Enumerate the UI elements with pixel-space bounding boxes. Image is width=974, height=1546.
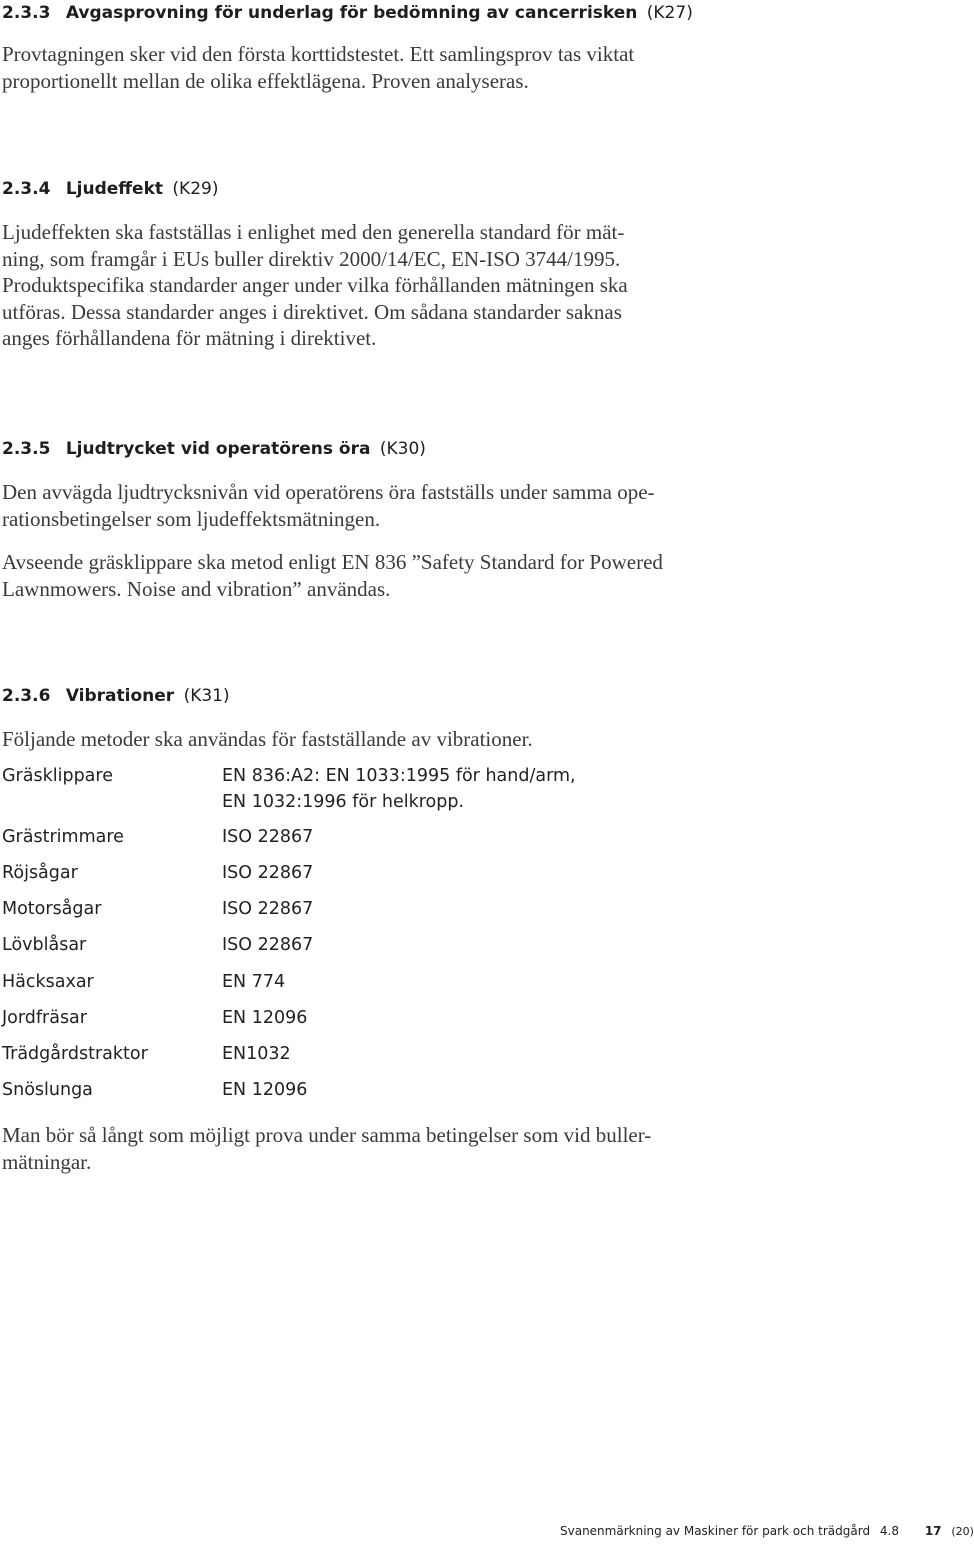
section-heading [2,685,762,707]
machine-cell: Gräsklippare [2,766,113,786]
section-body [2,1122,762,1175]
machine-cell: Trädgårdstraktor [2,1044,148,1064]
section-heading [2,178,762,200]
body-line: Den avvägda ljudtrycksnivån vid operatörens öra fastställs under samma ope- [2,480,655,504]
section-number: 2.3.3 [2,3,51,23]
section-title: Ljudeffekt [65,179,164,199]
page-footer [560,1524,974,1539]
body-line: Följande metoder ska användas för fastställande av vibrationer. [2,727,533,751]
section-2-3-6 [2,685,762,753]
machine-cell: Lövblåsar [2,935,87,955]
section-title: Ljudtrycket vid operatörens öra [65,439,371,459]
body-line: Lawnmowers. Noise and vibration” användas. [2,576,391,601]
standard-cell: EN 12096 [222,1080,308,1100]
body-line: Produktspecifika standarder anger under vilka förhållanden mätningen ska [2,273,628,297]
body-line: Provtagningen sker vid den första korttidstestet. Ett samlingsprov tas viktat [2,42,635,66]
machine-cell: Jordfräsar [2,1008,87,1028]
body-line: mätningar. [2,1149,92,1174]
standard-cell: ISO 22867 [222,899,314,919]
standard-line: EN 1032:1996 för helkropp. [222,792,465,812]
body-line: proportionellt mellan de olika effektlägena. Proven analyseras. [2,68,529,93]
section-number: 2.3.5 [2,439,51,459]
section-intro [2,726,762,753]
criterion-code: (K30) [379,439,426,459]
body-line: utföras. Dessa standarder anges i direktivet. Om sådana standarder saknas [2,299,622,324]
standard-cell: ISO 22867 [222,935,314,955]
standard-line: EN 836:A2: EN 1033:1995 för hand/arm, [222,766,576,786]
body-line: ning, som framgår i EUs buller direktiv 2000/14/EC, EN-ISO 3744/1995. [2,246,621,271]
section-2-3-3 [2,2,762,94]
document-title: Svanenmärkning av Maskiner för park och trädgård [560,1524,871,1538]
section-number: 2.3.6 [2,686,51,706]
section-title: Vibrationer [65,686,175,706]
machine-cell: Motorsågar [2,899,102,919]
criterion-code: (K29) [172,179,219,199]
standard-cell: EN1032 [222,1044,291,1064]
section-body [2,549,762,602]
machine-cell: Snöslunga [2,1080,93,1100]
standard-cell: ISO 22867 [222,827,314,847]
body-line: anges förhållandena för mätning i direktivet. [2,326,377,350]
section-heading [2,438,762,460]
standard-cell [222,763,576,815]
machine-cell: Häcksaxar [2,972,94,992]
criterion-code: (K31) [183,686,230,706]
page-number: 17 [924,1524,942,1538]
body-line: Man bör så långt som möjligt prova under samma betingelser som vid buller- [2,1123,652,1147]
section-2-3-5 [2,438,762,602]
section-2-3-4 [2,178,762,352]
section-body [2,41,762,94]
section-body [2,219,762,352]
section-body [2,479,762,532]
body-line: rationsbetingelser som ljudeffektsmätningen. [2,506,381,531]
machine-cell: Röjsågar [2,863,78,883]
section-title: Avgasprovning för underlag för bedömning av cancerrisken [65,3,638,23]
body-line: Avseende gräsklippare ska metod enligt EN 836 ”Safety Standard for Powered [2,550,663,574]
standard-cell: EN 774 [222,972,286,992]
criterion-code: (K27) [646,3,693,23]
closing-paragraph [2,1122,762,1175]
body-line: Ljudeffekten ska fastställas i enlighet med den generella standard för mät- [2,220,625,244]
standard-cell: ISO 22867 [222,863,314,883]
machine-cell: Grästrimmare [2,827,124,847]
page-total: (20) [951,1525,974,1538]
document-version: 4.8 [879,1524,899,1538]
section-number: 2.3.4 [2,179,51,199]
section-heading [2,2,762,24]
standard-cell: EN 12096 [222,1008,308,1028]
